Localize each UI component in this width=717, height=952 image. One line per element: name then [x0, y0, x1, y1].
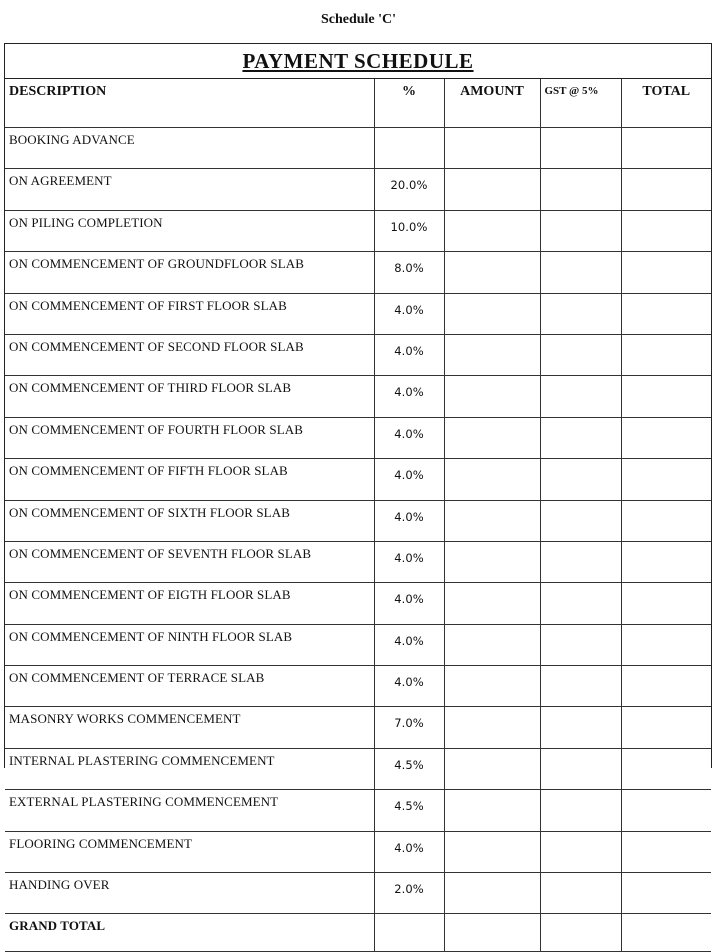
cell-total: [621, 169, 711, 210]
grand-total-label: GRAND TOTAL: [5, 914, 374, 951]
table-row: [5, 252, 711, 293]
cell-amount: [444, 831, 540, 872]
cell-amount: [444, 128, 540, 169]
grand-total-percent: [374, 914, 444, 951]
cell-gst: [540, 252, 621, 293]
cell-total: [621, 748, 711, 789]
cell-total: [621, 128, 711, 169]
cell-total: [621, 500, 711, 541]
cell-total: [621, 624, 711, 665]
cell-gst: [540, 210, 621, 251]
cell-total: [621, 334, 711, 375]
cell-percent: 10.0%: [374, 210, 444, 251]
cell-description: BOOKING ADVANCE: [5, 128, 374, 169]
cell-percent: 7.0%: [374, 707, 444, 748]
header-description: DESCRIPTION: [5, 79, 374, 128]
cell-total: [621, 873, 711, 914]
cell-description: ON COMMENCEMENT OF GROUNDFLOOR SLAB: [5, 252, 374, 293]
cell-description: ON COMMENCEMENT OF FIFTH FLOOR SLAB: [5, 459, 374, 500]
grand-total-total: [621, 914, 711, 951]
cell-percent: 4.0%: [374, 500, 444, 541]
cell-gst: [540, 417, 621, 458]
cell-total: [621, 459, 711, 500]
table-row: [5, 583, 711, 624]
cell-description: ON COMMENCEMENT OF FOURTH FLOOR SLAB: [5, 417, 374, 458]
cell-amount: [444, 541, 540, 582]
cell-total: [621, 417, 711, 458]
table-row: [5, 169, 711, 210]
cell-gst: [540, 293, 621, 334]
header-gst: GST @ 5%: [540, 79, 621, 128]
cell-percent: 20.0%: [374, 169, 444, 210]
table-row: [5, 128, 711, 169]
cell-gst: [540, 376, 621, 417]
cell-description: ON COMMENCEMENT OF FIRST FLOOR SLAB: [5, 293, 374, 334]
table-body: [5, 128, 711, 914]
cell-percent: 2.0%: [374, 873, 444, 914]
cell-description: ON COMMENCEMENT OF NINTH FLOOR SLAB: [5, 624, 374, 665]
cell-percent: 4.0%: [374, 376, 444, 417]
cell-total: [621, 376, 711, 417]
cell-percent: 4.0%: [374, 624, 444, 665]
cell-percent: [374, 128, 444, 169]
table-row: [5, 624, 711, 665]
table-row: [5, 541, 711, 582]
cell-description: ON PILING COMPLETION: [5, 210, 374, 251]
table-row: [5, 376, 711, 417]
table-row: [5, 707, 711, 748]
cell-percent: 4.0%: [374, 831, 444, 872]
table-row: [5, 831, 711, 872]
table-row: [5, 293, 711, 334]
cell-description: EXTERNAL PLASTERING COMMENCEMENT: [5, 790, 374, 831]
table-row: [5, 666, 711, 707]
cell-percent: 4.0%: [374, 541, 444, 582]
cell-amount: [444, 417, 540, 458]
cell-total: [621, 541, 711, 582]
cell-description: MASONRY WORKS COMMENCEMENT: [5, 707, 374, 748]
cell-total: [621, 293, 711, 334]
cell-description: ON COMMENCEMENT OF TERRACE SLAB: [5, 666, 374, 707]
cell-description: ON AGREEMENT: [5, 169, 374, 210]
cell-amount: [444, 500, 540, 541]
cell-total: [621, 790, 711, 831]
cell-percent: 4.0%: [374, 293, 444, 334]
cell-amount: [444, 376, 540, 417]
cell-gst: [540, 459, 621, 500]
cell-gst: [540, 666, 621, 707]
header-percent: %: [374, 79, 444, 128]
cell-total: [621, 252, 711, 293]
cell-amount: [444, 666, 540, 707]
cell-amount: [444, 169, 540, 210]
grand-total-row: [5, 914, 711, 951]
table-row: [5, 334, 711, 375]
header-total: TOTAL: [621, 79, 711, 128]
cell-amount: [444, 459, 540, 500]
cell-percent: 4.0%: [374, 417, 444, 458]
cell-gst: [540, 873, 621, 914]
cell-amount: [444, 334, 540, 375]
cell-amount: [444, 583, 540, 624]
cell-description: ON COMMENCEMENT OF SIXTH FLOOR SLAB: [5, 500, 374, 541]
cell-gst: [540, 500, 621, 541]
cell-gst: [540, 790, 621, 831]
cell-gst: [540, 541, 621, 582]
cell-gst: [540, 707, 621, 748]
cell-description: INTERNAL PLASTERING COMMENCEMENT: [5, 748, 374, 789]
cell-gst: [540, 831, 621, 872]
cell-gst: [540, 624, 621, 665]
cell-description: ON COMMENCEMENT OF THIRD FLOOR SLAB: [5, 376, 374, 417]
table-row: [5, 417, 711, 458]
cell-percent: 4.0%: [374, 334, 444, 375]
cell-percent: 8.0%: [374, 252, 444, 293]
cell-description: ON COMMENCEMENT OF EIGTH FLOOR SLAB: [5, 583, 374, 624]
cell-total: [621, 707, 711, 748]
header-row: [5, 79, 711, 128]
table-row: [5, 748, 711, 789]
cell-percent: 4.0%: [374, 666, 444, 707]
cell-percent: 4.5%: [374, 790, 444, 831]
cell-amount: [444, 210, 540, 251]
table-row: [5, 210, 711, 251]
cell-percent: 4.0%: [374, 583, 444, 624]
cell-amount: [444, 707, 540, 748]
cell-total: [621, 666, 711, 707]
cell-gst: [540, 748, 621, 789]
payment-schedule-table: [5, 79, 711, 952]
page-title: PAYMENT SCHEDULE: [242, 48, 474, 73]
cell-gst: [540, 128, 621, 169]
title-row: [5, 44, 711, 79]
cell-amount: [444, 873, 540, 914]
cell-gst: [540, 583, 621, 624]
cell-gst: [540, 169, 621, 210]
cell-gst: [540, 334, 621, 375]
cell-description: FLOORING COMMENCEMENT: [5, 831, 374, 872]
cell-amount: [444, 293, 540, 334]
payment-schedule-table-frame: [4, 43, 712, 934]
table-row: [5, 790, 711, 831]
cell-amount: [444, 252, 540, 293]
cell-percent: 4.0%: [374, 459, 444, 500]
grand-total-gst: [540, 914, 621, 951]
cell-total: [621, 583, 711, 624]
cell-amount: [444, 624, 540, 665]
cell-percent: 4.5%: [374, 748, 444, 789]
cell-description: ON COMMENCEMENT OF SEVENTH FLOOR SLAB: [5, 541, 374, 582]
schedule-label: Schedule 'C': [320, 12, 397, 27]
cell-amount: [444, 790, 540, 831]
grand-total-amount: [444, 914, 540, 951]
table-row: [5, 459, 711, 500]
cell-amount: [444, 748, 540, 789]
cell-total: [621, 831, 711, 872]
header-amount: AMOUNT: [444, 79, 540, 128]
table-row: [5, 873, 711, 914]
cell-total: [621, 210, 711, 251]
table-row: [5, 500, 711, 541]
cell-description: HANDING OVER: [5, 873, 374, 914]
cell-description: ON COMMENCEMENT OF SECOND FLOOR SLAB: [5, 334, 374, 375]
